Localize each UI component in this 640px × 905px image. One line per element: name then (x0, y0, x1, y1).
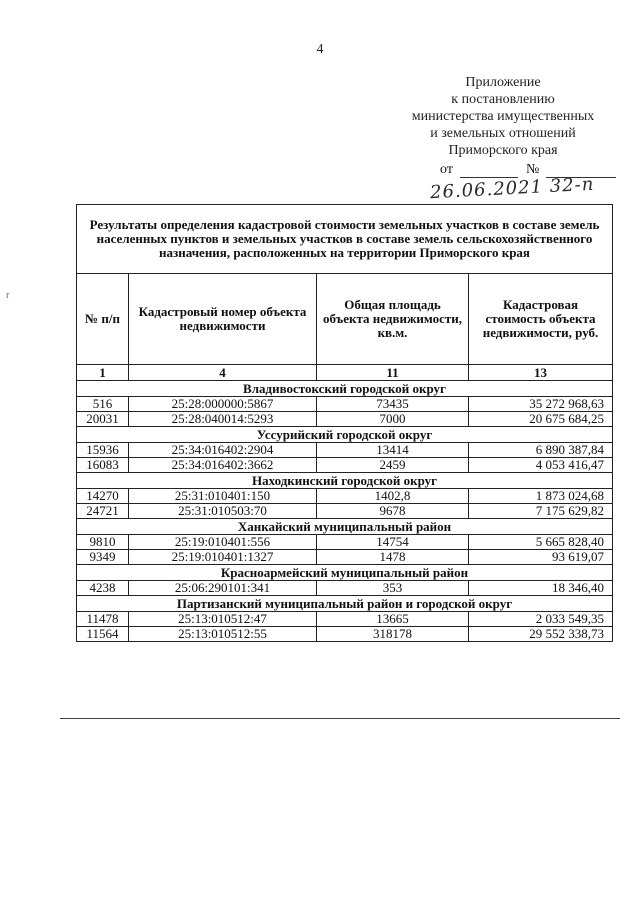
column-number: 1 (77, 365, 129, 381)
cell-value: 20 675 684,25 (469, 412, 613, 427)
cell-cadastral-number: 25:13:010512:55 (129, 627, 317, 642)
cell-cadastral-number: 25:13:010512:47 (129, 612, 317, 627)
cell-cadastral-number: 25:31:010401:150 (129, 489, 317, 504)
bottom-divider (60, 718, 620, 719)
column-number: 11 (317, 365, 469, 381)
section-heading: Уссурийский городской округ (77, 427, 613, 443)
cell-cadastral-number: 25:34:016402:2904 (129, 443, 317, 458)
section-heading: Красноармейский муниципальный район (77, 565, 613, 581)
cell-id: 11478 (77, 612, 129, 627)
cell-cadastral-number: 25:31:010503:70 (129, 504, 317, 519)
cell-id: 516 (77, 397, 129, 412)
section-heading: Ханкайский муниципальный район (77, 519, 613, 535)
cell-id: 24721 (77, 504, 129, 519)
header-number: № п/п (77, 274, 129, 365)
appendix-line: Приложение (465, 75, 541, 90)
cell-id: 16083 (77, 458, 129, 473)
cell-id: 11564 (77, 627, 129, 642)
cell-area: 1478 (317, 550, 469, 565)
column-number: 13 (469, 365, 613, 381)
page-number: 4 (316, 42, 324, 57)
section-heading: Партизанский муниципальный район и городской округ (77, 596, 613, 612)
column-number: 4 (129, 365, 317, 381)
cell-area: 13665 (317, 612, 469, 627)
table-row (77, 612, 613, 627)
header-cadastral-value: Кадастровая стоимость объекта недвижимости, руб. (469, 274, 613, 365)
header-cadastral-number: Кадастровый номер объекта недвижимости (129, 274, 317, 365)
cell-id: 15936 (77, 443, 129, 458)
cell-cadastral-number: 25:19:010401:556 (129, 535, 317, 550)
cell-id: 20031 (77, 412, 129, 427)
handwritten-date-number: 26.06.2021 32-п (429, 173, 595, 204)
table-title: Результаты определения кадастровой стоимости земельных участков в составе земель населенных пунктов и земельных участков в составе земель сельскохозяйственного назначения, расположенных на территории Приморского края (77, 205, 613, 274)
table-row (77, 535, 613, 550)
cell-cadastral-number: 25:06:290101:341 (129, 581, 317, 596)
table-row (77, 412, 613, 427)
cell-value: 35 272 968,63 (469, 397, 613, 412)
cell-area: 7000 (317, 412, 469, 427)
table-row (77, 627, 613, 642)
cell-value: 2 033 549,35 (469, 612, 613, 627)
cell-id: 9349 (77, 550, 129, 565)
table-row (77, 443, 613, 458)
cell-cadastral-number: 25:28:040014:5293 (129, 412, 317, 427)
cell-value: 5 665 828,40 (469, 535, 613, 550)
date-label: от (440, 162, 453, 177)
cell-id: 14270 (77, 489, 129, 504)
table-row (77, 550, 613, 565)
cell-area: 13414 (317, 443, 469, 458)
cell-cadastral-number: 25:19:010401:1327 (129, 550, 317, 565)
cell-area: 1402,8 (317, 489, 469, 504)
cell-value: 18 346,40 (469, 581, 613, 596)
cell-area: 9678 (317, 504, 469, 519)
cell-area: 353 (317, 581, 469, 596)
section-heading: Владивостокский городской округ (77, 381, 613, 397)
section-heading: Находкинский городской округ (77, 473, 613, 489)
cell-value: 93 619,07 (469, 550, 613, 565)
appendix-heading (388, 74, 618, 159)
appendix-line: Приморского края (448, 143, 558, 158)
cell-id: 9810 (77, 535, 129, 550)
margin-mark: r (6, 290, 10, 301)
cell-area: 14754 (317, 535, 469, 550)
date-number-row (416, 162, 626, 204)
header-area: Общая площадь объекта недвижимости, кв.м. (317, 274, 469, 365)
cell-value: 29 552 338,73 (469, 627, 613, 642)
appendix-line: к постановлению (451, 92, 555, 107)
cell-value: 4 053 416,47 (469, 458, 613, 473)
cell-cadastral-number: 25:28:000000:5867 (129, 397, 317, 412)
cadastral-value-table (76, 204, 613, 642)
cell-value: 7 175 629,82 (469, 504, 613, 519)
table-row (77, 581, 613, 596)
cell-value: 6 890 387,84 (469, 443, 613, 458)
cell-area: 73435 (317, 397, 469, 412)
cell-cadastral-number: 25:34:016402:3662 (129, 458, 317, 473)
cell-area: 2459 (317, 458, 469, 473)
table-row (77, 489, 613, 504)
number-label: № (526, 162, 540, 177)
table-row (77, 397, 613, 412)
table-row (77, 458, 613, 473)
cell-value: 1 873 024,68 (469, 489, 613, 504)
cell-id: 4238 (77, 581, 129, 596)
table-row (77, 504, 613, 519)
cell-area: 318178 (317, 627, 469, 642)
appendix-line: министерства имущественных (411, 109, 595, 124)
appendix-line: и земельных отношений (430, 126, 576, 141)
